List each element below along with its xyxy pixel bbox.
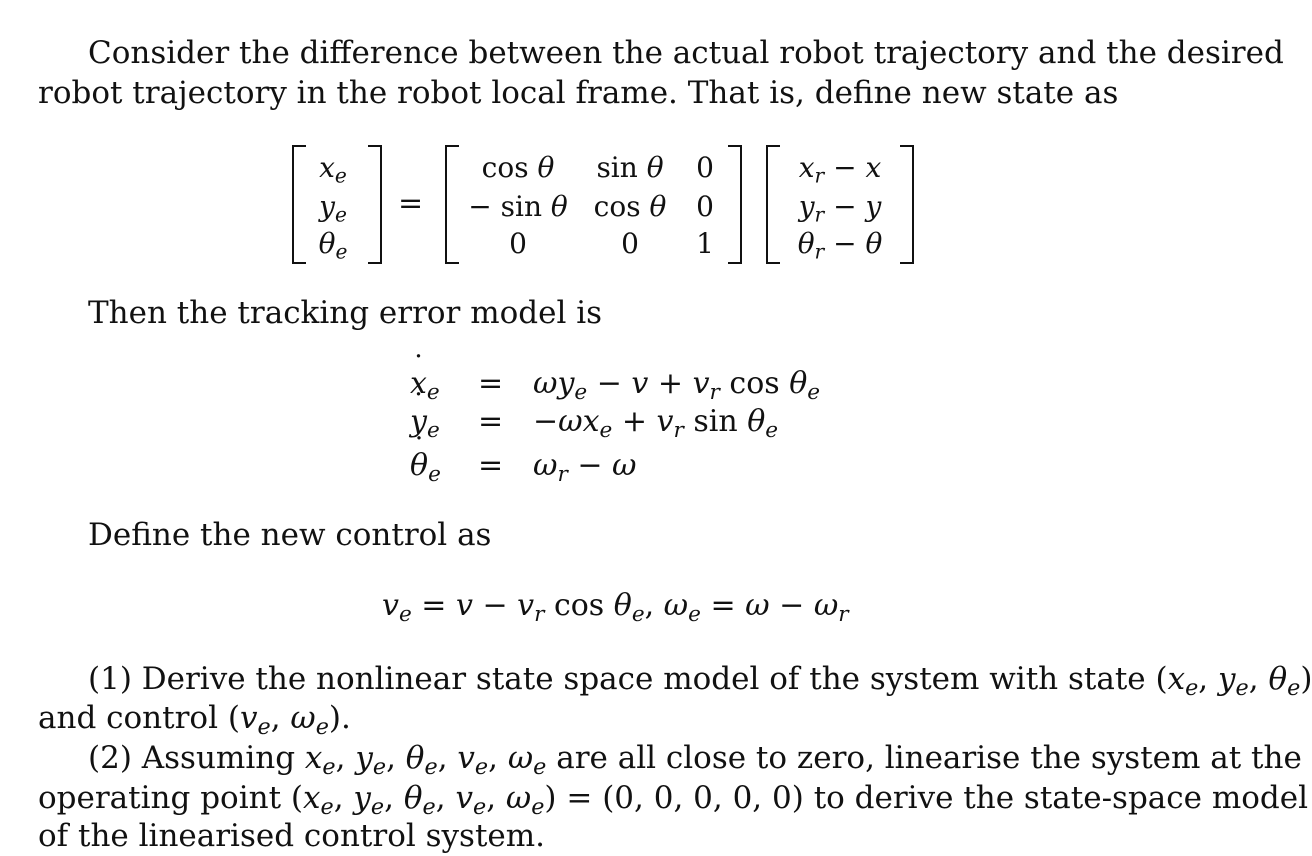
tracking-eq-1-equals: = [478, 366, 504, 401]
rhs-thetar-minus-theta: $\theta_r - \theta$ [797, 227, 883, 264]
tracking-eq-3-lhs: ˙ $\theta_e$ [410, 448, 441, 487]
question-2-line-1: (2) Assuming $x_e$, $y_e$, $\theta_e$, $v_e$, $\omega_e$ are all close to zero, linearise the system at the [88, 740, 1302, 781]
tracking-eq-2-lhs: ˙ $y_e$ [410, 404, 440, 443]
tracking-eq-1-lhs: ˙ $x_e$ [410, 366, 440, 405]
rhs-xr-minus-x: $x_r - x$ [798, 151, 882, 188]
rhs-yr-minus-y: $y_r - y$ [798, 190, 882, 227]
question-1-line-2: and control ($v_e$, $\omega_e$). [38, 700, 351, 741]
lhs-left-bracket [292, 145, 306, 264]
lhs-theta-e: $\theta_e$ [318, 227, 348, 264]
intro-line-2: robot trajectory in the robot local frame. That is, define new state as [38, 75, 1119, 111]
rot-r2c3: 0 [696, 190, 714, 223]
tracking-eq-2-equals: = [478, 404, 504, 439]
question-1-line-1: (1) Derive the nonlinear state space model of the system with state ($x_e$, $y_e$, $\theta_e$) [88, 661, 1312, 702]
rot-r3c1: 0 [509, 227, 527, 260]
rhs-right-bracket [900, 145, 914, 264]
rot-r2c1: − sin θ [468, 190, 568, 223]
rotation-right-bracket [728, 145, 742, 264]
question-2-line-2: operating point ($x_e$, $y_e$, $\theta_e$, $v_e$, $\omega_e) = (0$, 0, 0, 0, 0) to derive the state-space model [38, 780, 1309, 821]
control-intro: Define the new control as [88, 517, 492, 553]
tracking-eq-2-rhs: $-\omega x_e + v_r$ $\sin \theta_e$ [533, 404, 779, 444]
intro-line-1: Consider the difference between the actual robot trajectory and the desired [88, 35, 1284, 71]
control-equation: $v_e = v - v_r$ $\cos \theta_e$, $\omega_e = \omega - \omega_r$ [382, 588, 849, 628]
matrix-equals: = [398, 186, 424, 221]
rot-r3c2: 0 [621, 227, 639, 260]
tracking-eq-3-equals: = [478, 448, 504, 483]
question-2-line-3: of the linearised control system. [38, 818, 546, 854]
lhs-x-e: $x_e$ [319, 151, 347, 188]
tracking-intro: Then the tracking error model is [88, 295, 603, 331]
tracking-eq-3-rhs: $\omega_r - \omega$ [533, 448, 637, 488]
tracking-eq-1-rhs: $\omega y_e - v + v_r$ $\cos \theta_e$ [533, 366, 821, 406]
rotation-left-bracket [445, 145, 459, 264]
lhs-y-e: $y_e$ [319, 190, 347, 227]
rhs-left-bracket [766, 145, 780, 264]
lhs-right-bracket [368, 145, 382, 264]
rot-r1c3: 0 [696, 151, 714, 184]
rot-r1c2: sin θ [596, 151, 664, 184]
rot-r2c2: cos θ [593, 190, 667, 223]
rot-r3c3: 1 [696, 227, 714, 260]
rot-r1c1: cos θ [481, 151, 555, 184]
